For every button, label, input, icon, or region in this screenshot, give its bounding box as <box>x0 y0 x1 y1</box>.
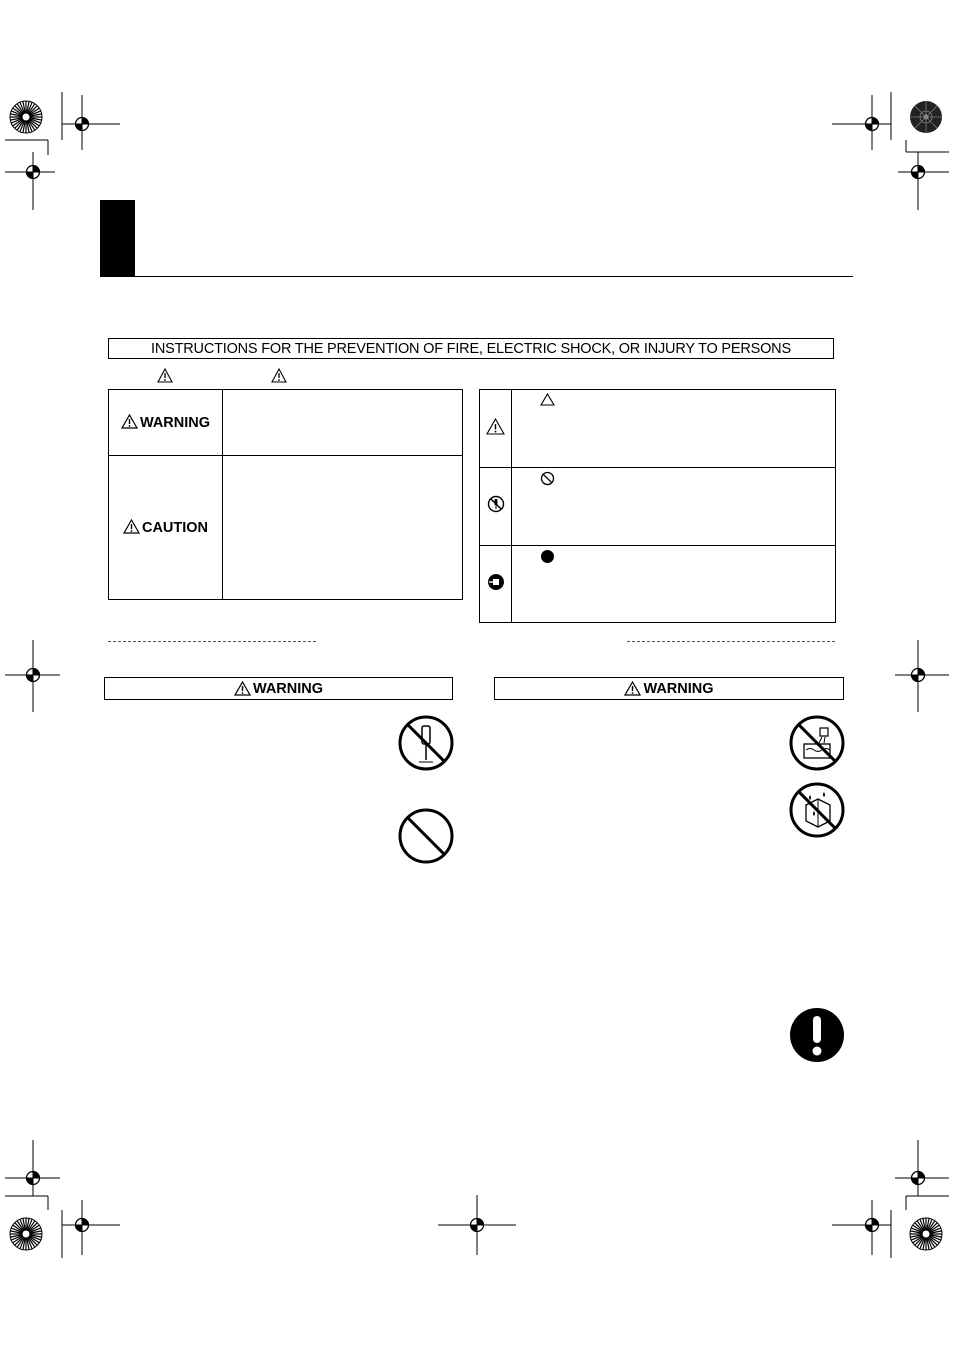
caution-triangle-icon <box>271 368 287 383</box>
caution-triangle-icon <box>157 368 173 383</box>
warning-triangle-icon <box>121 414 138 429</box>
caution-triangle-icon <box>486 418 505 435</box>
caution-description-cell <box>223 456 463 600</box>
right-warning-label: WARNING <box>643 680 714 697</box>
header-rule <box>100 276 853 277</box>
warning-triangle-icon <box>624 681 641 696</box>
no-liquid-spill-icon <box>788 781 846 839</box>
mandatory-dot-icon <box>540 549 555 564</box>
signal-word-table <box>108 389 463 600</box>
warning-description-cell <box>223 390 463 456</box>
mandatory-action-icon <box>789 1007 845 1063</box>
triangle-outline-icon <box>540 393 555 406</box>
prohibited-icon <box>397 807 455 865</box>
caution-label: CAUTION <box>141 520 209 536</box>
symbol-desc-must <box>512 546 836 623</box>
warning-triangle-icon <box>234 681 251 696</box>
dashed-divider-right <box>627 641 835 642</box>
symbol-desc-prohibit <box>512 468 836 546</box>
no-water-near-icon <box>788 714 846 772</box>
dashed-divider-left <box>108 641 316 642</box>
symbol-desc-caution <box>512 390 836 468</box>
unplug-icon <box>487 573 505 591</box>
warning-label-cell <box>109 390 223 456</box>
warning-label: WARNING <box>139 415 211 431</box>
left-warning-label: WARNING <box>252 680 324 697</box>
banner-title: INSTRUCTIONS FOR THE PREVENTION OF FIRE, ELECTRIC SHOCK, OR INJURY TO PERSONS <box>151 340 791 357</box>
symbol-cell-caution <box>480 390 512 468</box>
symbol-cell-prohibit <box>480 468 512 546</box>
section-tab-marker <box>100 200 135 277</box>
caution-label-cell <box>109 456 223 600</box>
left-warning-heading <box>104 677 453 700</box>
prohibited-icon <box>540 471 555 486</box>
symbol-table <box>479 389 836 623</box>
do-not-disassemble-icon <box>397 714 455 772</box>
do-not-disassemble-icon <box>487 495 505 513</box>
right-warning-heading <box>494 677 844 700</box>
caution-triangle-icon <box>123 519 140 534</box>
instructions-banner <box>108 338 834 359</box>
symbol-cell-must <box>480 546 512 623</box>
